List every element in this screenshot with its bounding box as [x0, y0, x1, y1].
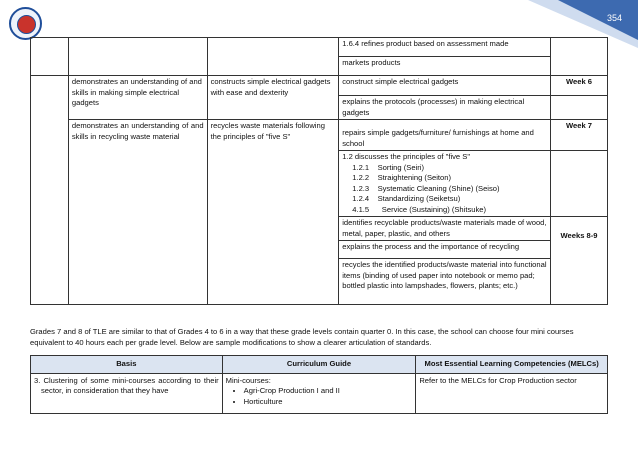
principles-cell [339, 151, 551, 217]
guide-item: • Agri-Crop Production I and II [244, 386, 413, 397]
basis-cell: 3. Clustering of some mini-courses according to their sector, in consideration that they have [31, 373, 223, 413]
week-cell: Week 6 [551, 76, 608, 96]
competency-cell: explains the process and the importance of recycling [339, 241, 551, 259]
guide-item: • Horticulture [244, 397, 413, 408]
page-number: 354 [606, 13, 622, 23]
competency-cell: markets products [339, 57, 551, 76]
performance-standard-cell: recycles waste materials following the principles of "five S" [207, 120, 339, 305]
week-cell: Week 7 [551, 120, 608, 151]
principle-item: 4.1.5 Service (Sustaining) (Shitsuke) [352, 204, 487, 214]
competency-cell: construct simple electrical gadgets [339, 76, 551, 96]
competency-table [30, 37, 608, 305]
competency-cell: recycles the identified products/waste material into functional items (binding of used paper into notebook or memo pad; bottled plastic into lampshades, flowers, plants; etc.) [339, 259, 551, 305]
principle-item: 1.2.3 Systematic Cleaning (Shine) (Seiso) [352, 183, 500, 193]
principle-item: 1.2.2 Straightening (Seiton) [352, 173, 452, 182]
deped-seal-logo [9, 7, 42, 40]
guide-title: Mini-courses: [225, 375, 271, 385]
header-basis: Basis [31, 356, 223, 374]
principle-item: 1.2.1 Sorting (Seiri) [352, 162, 424, 172]
modification-table [30, 355, 608, 414]
melc-cell: Refer to the MELCs for Crop Production sector [416, 373, 608, 413]
principle-item: 1.2.4 Standardizing (Seiketsu) [352, 194, 461, 203]
content-standard-cell: demonstrates an understanding of and skills in recycling waste material [68, 120, 207, 305]
competency-cell: repairs simple gadgets/furniture/ furnishings at home and school [339, 120, 551, 151]
performance-standard-cell: constructs simple electrical gadgets with ease and dexterity [207, 76, 339, 120]
intro-paragraph: Grades 7 and 8 of TLE are similar to that of Grades 4 to 6 in a way that these grade levels contain quarter 0. In this case, the school can choose four mini courses equivalent to 40 hours each per grade level. Below are sample modifications to show a clearer articulation of standards. [30, 327, 574, 347]
content-standard-cell: demonstrates an understanding of and skills in making simple electrical gadgets [68, 76, 207, 120]
competency-cell: 1.6.4 refines product based on assessment made [339, 38, 551, 57]
curriculum-guide-cell [222, 373, 416, 413]
header-melcs: Most Essential Learning Competencies (MELCs) [416, 356, 608, 374]
principles-title: 1.2 discusses the principles of "five S" [342, 152, 471, 161]
competency-cell: identifies recyclable products/waste materials made of wood, metal, paper, plastic, and others [339, 217, 551, 241]
header-curriculum-guide: Curriculum Guide [222, 356, 416, 374]
week-cell: Weeks 8-9 [551, 217, 608, 305]
competency-cell: explains the protocols (processes) in making electrical gadgets [339, 96, 551, 120]
